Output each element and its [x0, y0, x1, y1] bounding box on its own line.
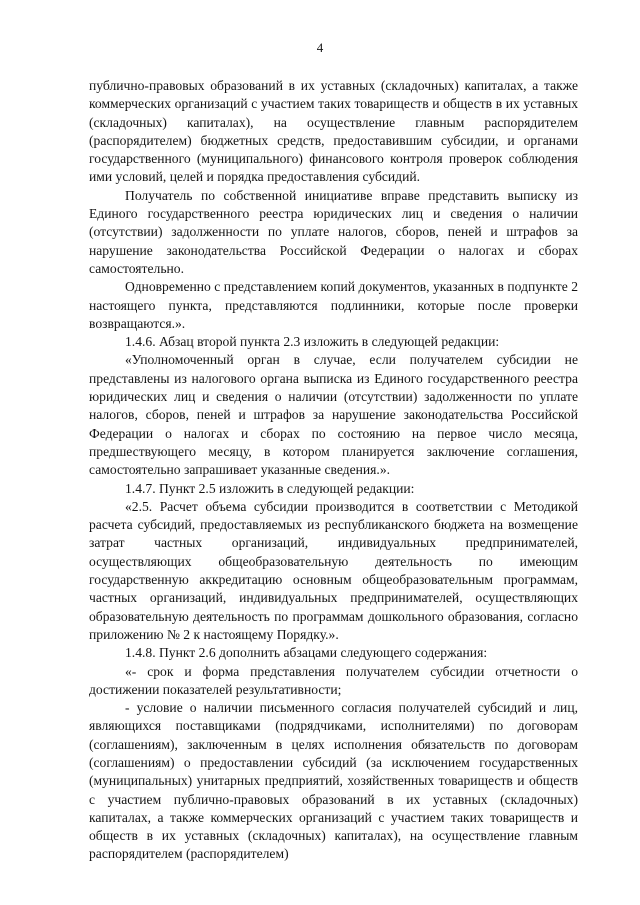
document-body [89, 77, 578, 864]
paragraph: 1.4.7. Пункт 2.5 изложить в следующей редакции: [125, 480, 415, 496]
paragraph: 1.4.6. Абзац второй пункта 2.3 изложить в следующей редакции: [125, 334, 500, 350]
page-number: 4 [316, 40, 324, 55]
paragraph: «- срок и форма представления получателем субсидии отчетности о достижении показателей результативности; [89, 663, 578, 697]
paragraph: - условие о наличии письменного согласия получателей субсидий и лиц, являющихся поставщиками (подрядчиками, исполнителями) по договорам (соглашениям), заключенным в целях исполнения обязательств по договорам (соглашениям) о предоставлении субсидий (за исключением государственных (муниципальных) унитарных предприятий, хозяйственных товариществ и обществ с участием публично-правовых образований в их уставных (складочных) капиталах, а также коммерческих организаций с участием таких товариществ и обществ в их уставных (складочных) капиталах), на осуществление главным распорядителем (распорядителем) [89, 700, 578, 862]
paragraph: Получатель по собственной инициативе вправе представить выписку из Единого государственного реестра юридических лиц и сведения о наличии (отсутствии) задолженности по уплате налогов, сборов, пеней и штрафов за нарушение законодательства Российской Федерации о налогах и сборах самостоятельно. [89, 187, 578, 276]
paragraph: Одновременно с представлением копий документов, указанных в подпункте 2 настоящего пункта, представляются подлинники, которые после проверки возвращаются.». [89, 279, 578, 331]
paragraph: 1.4.8. Пункт 2.6 дополнить абзацами следующего содержания: [125, 645, 488, 661]
paragraph: «Уполномоченный орган в случае, если получателем субсидии не представлены из налогового органа выписка из Единого государственного реестра юридических лиц и сведения о наличии (отсутствии) задолженности по уплате налогов, сборов, пеней и штрафов за нарушение законодательства Российской Федерации о налогах и сборах по состоянию на первое число месяца, предшествующего месяцу, в котором планируется заключение соглашения, самостоятельно запрашивает указанные сведения.». [89, 352, 578, 478]
paragraph: «2.5. Расчет объема субсидии производится в соответствии с Методикой расчета субсидий, предоставляемых из республиканского бюджета на возмещение затрат частных организаций, индивидуальных предпринимателей, осуществляющих общеобразовательную деятельность по имеющим государственную аккредитацию основным общеобразовательным программам, частных организаций, индивидуальных предпринимателей, осуществляющих образовательную деятельность по программам дошкольного образования, согласно приложению № 2 к настоящему Порядку.». [89, 498, 578, 642]
paragraph: публично-правовых образований в их уставных (складочных) капиталах, а также коммерческих организаций с участием таких товариществ и обществ в их уставных (складочных) капиталах), на осуществление главным распорядителем (распорядителем) бюджетных средств, предоставившим субсидии, и органами государственного (муниципального) финансового контроля проверок соблюдения ими условий, целей и порядка предоставления субсидий. [89, 78, 578, 185]
